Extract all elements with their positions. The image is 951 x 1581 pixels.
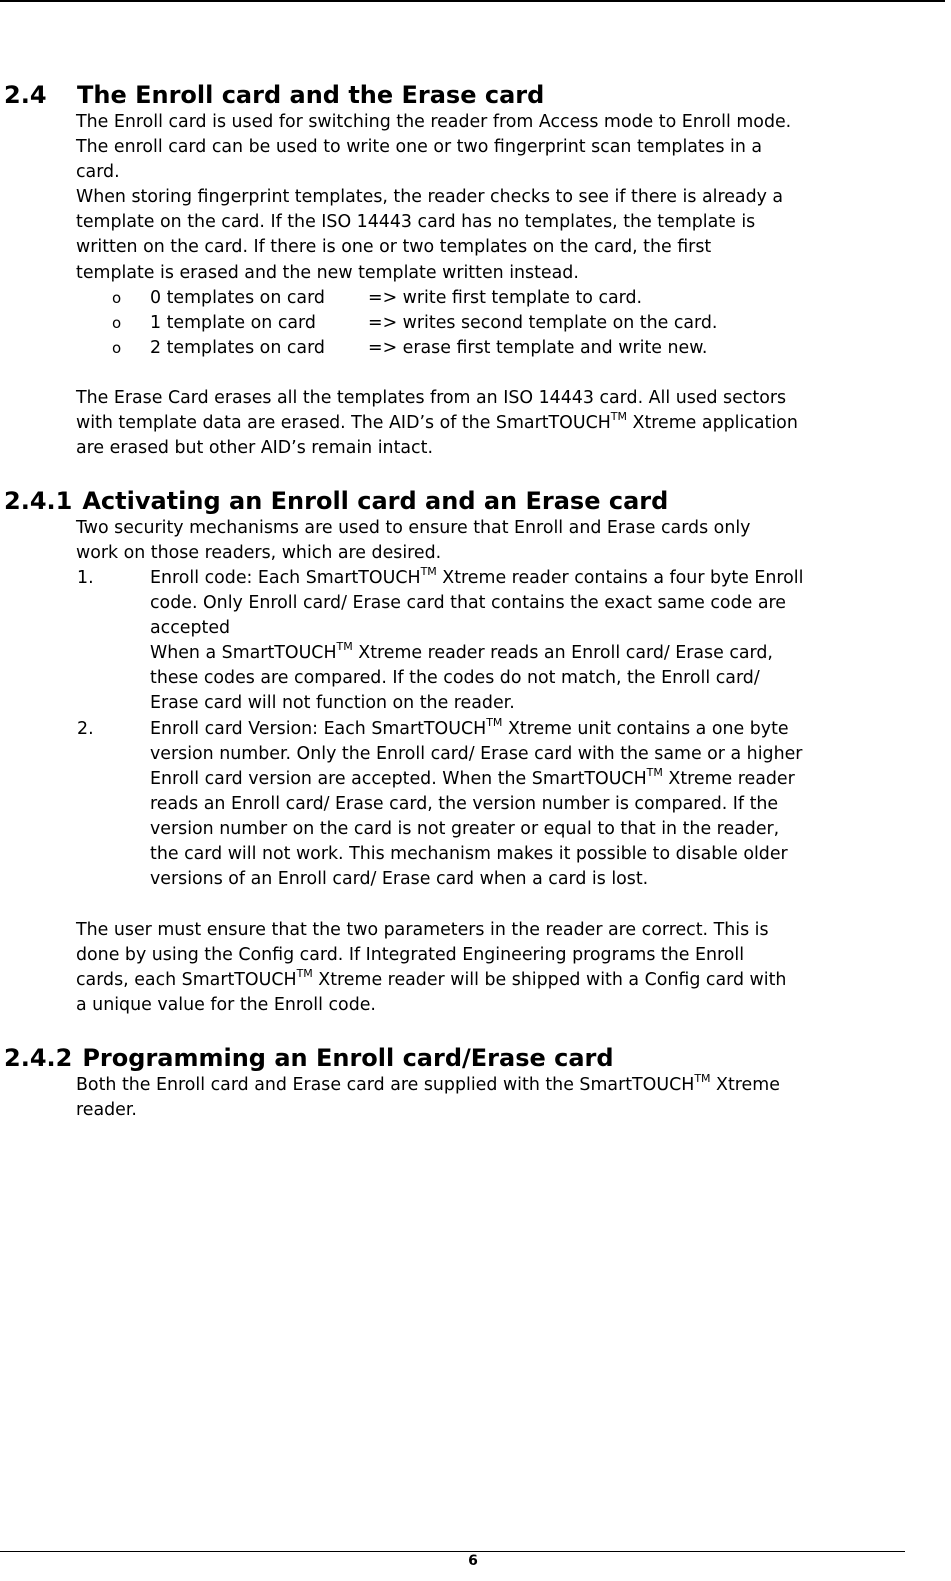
numbered-list [77,566,951,892]
paragraph-line: Enroll code: Each SmartTOUCH™ Xtreme reader contains a four byte Enroll [150,565,804,588]
paragraph-line: written on the card. If there is one or two templates on the card, the first [76,237,712,258]
bullet-action: => erase first template and write new. [368,337,708,358]
page-number: 6 [468,1553,478,1569]
trademark-mark: TM [296,967,313,981]
paragraph-line: Enroll card version are accepted. When the SmartTOUCH™ Xtreme reader [150,765,795,789]
bullet-item [76,311,951,336]
trademark-mark: TM [646,765,663,779]
bullet-item [76,336,951,361]
paragraph-line: versions of an Enroll card/ Erase card when a card is lost. [150,869,649,890]
list-number: 1. [77,568,94,588]
bullet-icon: o [112,338,122,357]
section-heading-2-4-1 [4,487,668,515]
bullet-icon: o [112,313,122,332]
bullet-action: => writes second template on the card. [368,312,718,333]
list-number: 2. [77,718,94,739]
section-number: 2.4 [4,81,47,109]
bullet-condition: 1 template on card [150,312,316,333]
section-body-2-4 [76,110,951,461]
section-title: Activating an Enroll card and an Erase card [82,487,669,515]
paragraph-line: template on the card. If the ISO 14443 card has no templates, the template is [76,212,756,233]
section-body-2-4-2 [76,1073,951,1123]
paragraph-line: card. [76,162,120,183]
trademark-mark: TM [694,1072,711,1086]
bullet-icon: o [112,288,122,307]
paragraph-line: a unique value for the Enroll code. [76,995,376,1016]
paragraph-line: reads an Enroll card/ Erase card, the version number is compared. If the [150,793,779,814]
header-rule [0,0,945,2]
list-item-enroll-code [77,566,951,717]
section-number: 2.4.1 [4,487,73,515]
section-heading-2-4 [4,81,544,109]
section-outro-2-4-1 [76,918,951,1018]
paragraph-line: template is erased and the new template written instead. [76,262,579,283]
paragraph-line: work on those readers, which are desired. [76,543,442,564]
bullet-condition: 0 templates on card [150,287,325,308]
paragraph-line: done by using the Config card. If Integrated Engineering programs the Enroll [76,945,745,966]
section-number: 2.4.2 [4,1044,73,1072]
paragraph-line: When a SmartTOUCH™ Xtreme reader reads an Enroll card/ Erase card, [150,640,773,664]
paragraph-line: reader. [76,1100,137,1121]
trademark-mark: TM [610,410,628,424]
paragraph-line: are erased but other AID’s remain intact. [76,438,433,459]
paragraph-line: version number. Only the Enroll card/ Erase card with the same or a higher [150,743,803,764]
paragraph-line: The user must ensure that the two parameters in the reader are correct. This is [76,920,769,940]
paragraph-line: cards, each SmartTOUCH™ Xtreme reader will be shipped with a Config card with [76,967,787,991]
paragraph-line: The enroll card can be used to write one or two fingerprint scan templates in a [76,137,763,158]
paragraph-line: Both the Enroll card and Erase card are supplied with the SmartTOUCH™ Xtreme [76,1072,780,1095]
paragraph-line: When storing fingerprint templates, the reader checks to see if there is already a [76,187,784,208]
paragraph-line: Erase card will not function on the reader. [150,693,515,714]
paragraph-line: code. Only Enroll card/ Erase card that contains the exact same code are [150,593,786,614]
section-title: The Enroll card and the Erase card [77,81,545,109]
paragraph-line: Two security mechanisms are used to ensure that Enroll and Erase cards only [76,518,751,538]
section-heading-2-4-2 [4,1044,614,1072]
paragraph-line: with template data are erased. The AID’s of the SmartTOUCH™ Xtreme application [76,410,798,434]
paragraph-line: the card will not work. This mechanism makes it possible to disable older [150,844,788,865]
paragraph-line: The Erase Card erases all the templates from an ISO 14443 card. All used sectors [76,387,787,408]
trademark-mark: TM [336,640,353,654]
paragraph-line: Enroll card Version: Each SmartTOUCH™ Xtreme unit contains a one byte [150,715,789,739]
trademark-mark: TM [420,565,437,579]
paragraph-line: these codes are compared. If the codes do not match, the Enroll card/ [150,668,760,689]
paragraph-line: accepted [150,618,231,639]
trademark-mark: TM [486,715,503,729]
paragraph-line: version number on the card is not greater or equal to that in the reader, [150,818,780,839]
list-item-enroll-version [77,717,951,893]
section-body-2-4-1 [76,516,951,566]
bullet-action: => write first template to card. [368,287,643,308]
footer-rule [0,1551,905,1552]
bullet-item [76,286,951,311]
section-title: Programming an Enroll card/Erase card [82,1044,614,1072]
paragraph-line: The Enroll card is used for switching the reader from Access mode to Enroll mode. [76,112,792,132]
bullet-condition: 2 templates on card [150,337,325,358]
